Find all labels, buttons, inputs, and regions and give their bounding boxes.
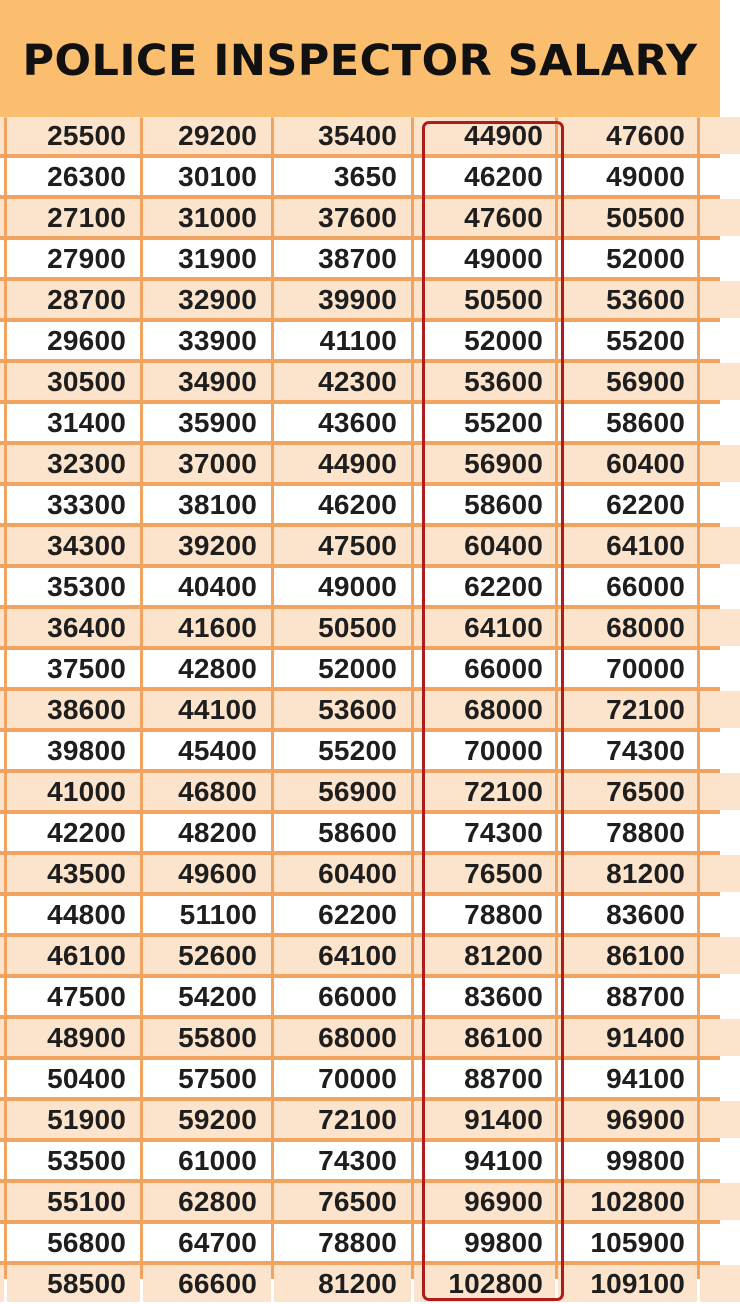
table-cell: 28700 bbox=[7, 281, 140, 318]
table-cell: 39800 bbox=[7, 732, 140, 769]
table-edge-cell bbox=[0, 773, 4, 810]
table-edge-cell bbox=[700, 1142, 740, 1179]
table-cell: 43600 bbox=[274, 404, 411, 441]
table-cell: 61000 bbox=[143, 1142, 271, 1179]
table-edge-cell bbox=[0, 322, 4, 359]
table-row bbox=[0, 443, 720, 484]
table-edge-cell bbox=[700, 978, 740, 1015]
table-cell-highlighted: 88700 bbox=[414, 1060, 555, 1097]
table-edge-cell bbox=[700, 1101, 740, 1138]
table-edge-cell bbox=[700, 855, 740, 892]
table-edge-cell bbox=[0, 732, 4, 769]
table-edge-cell bbox=[700, 691, 740, 728]
table-edge-cell bbox=[0, 650, 4, 687]
table-cell-highlighted: 76500 bbox=[414, 855, 555, 892]
table-edge-cell bbox=[700, 732, 740, 769]
table-cell: 31400 bbox=[7, 404, 140, 441]
table-cell: 46200 bbox=[274, 486, 411, 523]
table-edge-cell bbox=[700, 486, 740, 523]
table-cell: 102800 bbox=[558, 1183, 697, 1220]
table-edge-cell bbox=[0, 814, 4, 851]
table-edge-cell bbox=[0, 1224, 4, 1261]
table-edge-cell bbox=[0, 445, 4, 482]
table-edge-cell bbox=[0, 1183, 4, 1220]
table-cell: 38700 bbox=[274, 240, 411, 277]
table-row bbox=[0, 115, 720, 156]
table-cell: 58600 bbox=[558, 404, 697, 441]
table-cell: 72100 bbox=[558, 691, 697, 728]
table-cell-highlighted: 66000 bbox=[414, 650, 555, 687]
table-edge-cell bbox=[0, 1265, 4, 1302]
table-row bbox=[0, 607, 720, 648]
table-cell: 39900 bbox=[274, 281, 411, 318]
table-edge-cell bbox=[0, 568, 4, 605]
table-row bbox=[0, 238, 720, 279]
table-cell-highlighted: 72100 bbox=[414, 773, 555, 810]
table-cell-highlighted: 56900 bbox=[414, 445, 555, 482]
table-edge-cell bbox=[700, 896, 740, 933]
table-cell: 27900 bbox=[7, 240, 140, 277]
table-cell: 34300 bbox=[7, 527, 140, 564]
table-edge-cell bbox=[700, 199, 740, 236]
table-row bbox=[0, 689, 720, 730]
table-edge-cell bbox=[700, 568, 740, 605]
table-cell: 68000 bbox=[558, 609, 697, 646]
table-cell: 29200 bbox=[143, 117, 271, 154]
table-cell-highlighted: 55200 bbox=[414, 404, 555, 441]
table-cell: 59200 bbox=[143, 1101, 271, 1138]
salary-table bbox=[0, 118, 720, 1299]
table-cell-highlighted: 94100 bbox=[414, 1142, 555, 1179]
title-banner bbox=[0, 0, 720, 118]
table-cell: 74300 bbox=[558, 732, 697, 769]
table-cell: 60400 bbox=[274, 855, 411, 892]
table-cell: 64700 bbox=[143, 1224, 271, 1261]
table-edge-cell bbox=[700, 1183, 740, 1220]
table-cell: 47500 bbox=[274, 527, 411, 564]
table-row bbox=[0, 1058, 720, 1099]
table-cell: 44800 bbox=[7, 896, 140, 933]
table-cell: 70000 bbox=[558, 650, 697, 687]
table-row bbox=[0, 771, 720, 812]
table-edge-cell bbox=[700, 814, 740, 851]
table-edge-cell bbox=[0, 281, 4, 318]
table-cell: 46100 bbox=[7, 937, 140, 974]
table-edge-cell bbox=[0, 1019, 4, 1056]
table-cell: 91400 bbox=[558, 1019, 697, 1056]
table-edge-cell bbox=[0, 117, 4, 154]
table-cell: 32300 bbox=[7, 445, 140, 482]
table-row bbox=[0, 730, 720, 771]
table-cell: 27100 bbox=[7, 199, 140, 236]
table-cell: 56900 bbox=[558, 363, 697, 400]
table-row bbox=[0, 566, 720, 607]
table-cell: 41600 bbox=[143, 609, 271, 646]
table-cell: 62800 bbox=[143, 1183, 271, 1220]
table-cell-highlighted: 86100 bbox=[414, 1019, 555, 1056]
table-edge-cell bbox=[700, 527, 740, 564]
table-cell: 49000 bbox=[558, 158, 697, 195]
table-cell: 38100 bbox=[143, 486, 271, 523]
table-cell-highlighted: 50500 bbox=[414, 281, 555, 318]
table-cell-highlighted: 44900 bbox=[414, 117, 555, 154]
table-edge-cell bbox=[700, 650, 740, 687]
table-edge-cell bbox=[0, 363, 4, 400]
table-edge-cell bbox=[700, 240, 740, 277]
table-edge-cell bbox=[0, 855, 4, 892]
table-cell: 70000 bbox=[274, 1060, 411, 1097]
table-edge-cell bbox=[0, 937, 4, 974]
table-edge-cell bbox=[0, 1142, 4, 1179]
table-cell-highlighted: 74300 bbox=[414, 814, 555, 851]
table-cell-highlighted: 70000 bbox=[414, 732, 555, 769]
table-cell-highlighted: 53600 bbox=[414, 363, 555, 400]
table-cell: 32900 bbox=[143, 281, 271, 318]
table-cell-highlighted: 83600 bbox=[414, 978, 555, 1015]
table-edge-cell bbox=[700, 158, 740, 195]
table-cell: 26300 bbox=[7, 158, 140, 195]
table-row bbox=[0, 894, 720, 935]
table-cell-highlighted: 96900 bbox=[414, 1183, 555, 1220]
table-cell: 36400 bbox=[7, 609, 140, 646]
table-cell: 35400 bbox=[274, 117, 411, 154]
table-edge-cell bbox=[700, 322, 740, 359]
table-edge-cell bbox=[0, 527, 4, 564]
table-row bbox=[0, 484, 720, 525]
table-cell: 53600 bbox=[274, 691, 411, 728]
table-cell: 31000 bbox=[143, 199, 271, 236]
table-cell: 109100 bbox=[558, 1265, 697, 1302]
table-cell: 66600 bbox=[143, 1265, 271, 1302]
table-cell: 39200 bbox=[143, 527, 271, 564]
table-cell: 72100 bbox=[274, 1101, 411, 1138]
table-cell: 40400 bbox=[143, 568, 271, 605]
table-cell: 78800 bbox=[274, 1224, 411, 1261]
table-cell: 48200 bbox=[143, 814, 271, 851]
table-edge-cell bbox=[700, 117, 740, 154]
table-cell: 55200 bbox=[558, 322, 697, 359]
table-cell-highlighted: 68000 bbox=[414, 691, 555, 728]
table-cell: 53600 bbox=[558, 281, 697, 318]
table-cell: 50500 bbox=[558, 199, 697, 236]
table-cell: 64100 bbox=[274, 937, 411, 974]
table-cell: 25500 bbox=[7, 117, 140, 154]
table-cell: 51100 bbox=[143, 896, 271, 933]
table-cell: 56800 bbox=[7, 1224, 140, 1261]
table-row bbox=[0, 279, 720, 320]
table-cell-highlighted: 64100 bbox=[414, 609, 555, 646]
table-edge-cell bbox=[0, 609, 4, 646]
table-edge-cell bbox=[0, 404, 4, 441]
table-cell: 50500 bbox=[274, 609, 411, 646]
table-cell: 76500 bbox=[274, 1183, 411, 1220]
table-edge-cell bbox=[0, 978, 4, 1015]
table-cell: 42300 bbox=[274, 363, 411, 400]
table-cell: 64100 bbox=[558, 527, 697, 564]
table-cell: 62200 bbox=[558, 486, 697, 523]
table-cell: 66000 bbox=[558, 568, 697, 605]
table-cell-highlighted: 52000 bbox=[414, 322, 555, 359]
table-cell-highlighted: 46200 bbox=[414, 158, 555, 195]
table-edge-cell bbox=[0, 158, 4, 195]
table-cell: 58500 bbox=[7, 1265, 140, 1302]
table-cell: 47600 bbox=[558, 117, 697, 154]
table-cell: 54200 bbox=[143, 978, 271, 1015]
table-row bbox=[0, 1140, 720, 1181]
table-cell-highlighted: 58600 bbox=[414, 486, 555, 523]
table-cell: 55200 bbox=[274, 732, 411, 769]
table-cell: 96900 bbox=[558, 1101, 697, 1138]
table-row bbox=[0, 976, 720, 1017]
table-cell: 37600 bbox=[274, 199, 411, 236]
table-row bbox=[0, 361, 720, 402]
table-cell-highlighted: 47600 bbox=[414, 199, 555, 236]
table-cell: 33900 bbox=[143, 322, 271, 359]
table-cell: 50400 bbox=[7, 1060, 140, 1097]
table-cell: 29600 bbox=[7, 322, 140, 359]
table-cell: 45400 bbox=[143, 732, 271, 769]
table-cell: 44900 bbox=[274, 445, 411, 482]
table-row bbox=[0, 1099, 720, 1140]
table-cell: 62200 bbox=[274, 896, 411, 933]
table-cell: 55800 bbox=[143, 1019, 271, 1056]
table-cell: 53500 bbox=[7, 1142, 140, 1179]
table-cell: 78800 bbox=[558, 814, 697, 851]
table-edge-cell bbox=[700, 773, 740, 810]
table-cell: 51900 bbox=[7, 1101, 140, 1138]
table-cell: 81200 bbox=[274, 1265, 411, 1302]
table-cell: 30500 bbox=[7, 363, 140, 400]
table-cell-highlighted: 99800 bbox=[414, 1224, 555, 1261]
table-cell: 52000 bbox=[558, 240, 697, 277]
table-cell: 42800 bbox=[143, 650, 271, 687]
table-edge-cell bbox=[0, 486, 4, 523]
table-cell: 43500 bbox=[7, 855, 140, 892]
table-cell: 49000 bbox=[274, 568, 411, 605]
table-cell: 56900 bbox=[274, 773, 411, 810]
table-edge-cell bbox=[700, 1265, 740, 1302]
table-cell: 76500 bbox=[558, 773, 697, 810]
table-edge-cell bbox=[700, 937, 740, 974]
table-cell: 47500 bbox=[7, 978, 140, 1015]
table-row bbox=[0, 320, 720, 361]
table-row bbox=[0, 525, 720, 566]
table-edge-cell bbox=[700, 404, 740, 441]
table-edge-cell bbox=[0, 896, 4, 933]
table-cell: 66000 bbox=[274, 978, 411, 1015]
table-row bbox=[0, 648, 720, 689]
table-cell: 81200 bbox=[558, 855, 697, 892]
table-cell: 99800 bbox=[558, 1142, 697, 1179]
table-row bbox=[0, 1263, 720, 1304]
table-row bbox=[0, 935, 720, 976]
table-cell: 58600 bbox=[274, 814, 411, 851]
table-row bbox=[0, 812, 720, 853]
table-cell: 37000 bbox=[143, 445, 271, 482]
table-edge-cell bbox=[0, 240, 4, 277]
table-edge-cell bbox=[0, 1060, 4, 1097]
table-cell: 86100 bbox=[558, 937, 697, 974]
table-cell: 41100 bbox=[274, 322, 411, 359]
table-cell: 31900 bbox=[143, 240, 271, 277]
table-cell: 48900 bbox=[7, 1019, 140, 1056]
table-cell: 49600 bbox=[143, 855, 271, 892]
table-cell: 52000 bbox=[274, 650, 411, 687]
page-title: POLICE INSPECTOR SALARY bbox=[22, 36, 698, 86]
table-row bbox=[0, 156, 720, 197]
table-edge-cell bbox=[700, 1060, 740, 1097]
table-cell: 42200 bbox=[7, 814, 140, 851]
table-edge-cell bbox=[0, 1101, 4, 1138]
table-cell: 35900 bbox=[143, 404, 271, 441]
table-cell: 35300 bbox=[7, 568, 140, 605]
table-edge-cell bbox=[700, 445, 740, 482]
table-cell: 3650 bbox=[274, 158, 411, 195]
table-cell: 94100 bbox=[558, 1060, 697, 1097]
table-edge-cell bbox=[700, 609, 740, 646]
table-cell-highlighted: 102800 bbox=[414, 1265, 555, 1302]
table-cell: 83600 bbox=[558, 896, 697, 933]
table-edge-cell bbox=[700, 363, 740, 400]
table-cell-highlighted: 60400 bbox=[414, 527, 555, 564]
table-cell-highlighted: 91400 bbox=[414, 1101, 555, 1138]
table-cell: 57500 bbox=[143, 1060, 271, 1097]
table-cell: 60400 bbox=[558, 445, 697, 482]
table-row bbox=[0, 402, 720, 443]
table-cell: 105900 bbox=[558, 1224, 697, 1261]
table-cell: 37500 bbox=[7, 650, 140, 687]
table-row bbox=[0, 1017, 720, 1058]
table-cell: 52600 bbox=[143, 937, 271, 974]
table-cell: 30100 bbox=[143, 158, 271, 195]
table-row bbox=[0, 1181, 720, 1222]
table-edge-cell bbox=[0, 691, 4, 728]
table-cell: 55100 bbox=[7, 1183, 140, 1220]
table-cell-highlighted: 78800 bbox=[414, 896, 555, 933]
table-edge-cell bbox=[700, 1019, 740, 1056]
table-edge-cell bbox=[0, 199, 4, 236]
table-row bbox=[0, 853, 720, 894]
table-cell: 46800 bbox=[143, 773, 271, 810]
table-cell: 74300 bbox=[274, 1142, 411, 1179]
table-edge-cell bbox=[700, 281, 740, 318]
table-cell: 33300 bbox=[7, 486, 140, 523]
table-cell: 41000 bbox=[7, 773, 140, 810]
table-cell-highlighted: 62200 bbox=[414, 568, 555, 605]
table-row bbox=[0, 197, 720, 238]
table-row bbox=[0, 1222, 720, 1263]
table-edge-cell bbox=[700, 1224, 740, 1261]
table-cell: 34900 bbox=[143, 363, 271, 400]
table-cell: 44100 bbox=[143, 691, 271, 728]
table-cell-highlighted: 81200 bbox=[414, 937, 555, 974]
table-cell: 68000 bbox=[274, 1019, 411, 1056]
table-cell: 88700 bbox=[558, 978, 697, 1015]
table-cell-highlighted: 49000 bbox=[414, 240, 555, 277]
table-cell: 38600 bbox=[7, 691, 140, 728]
